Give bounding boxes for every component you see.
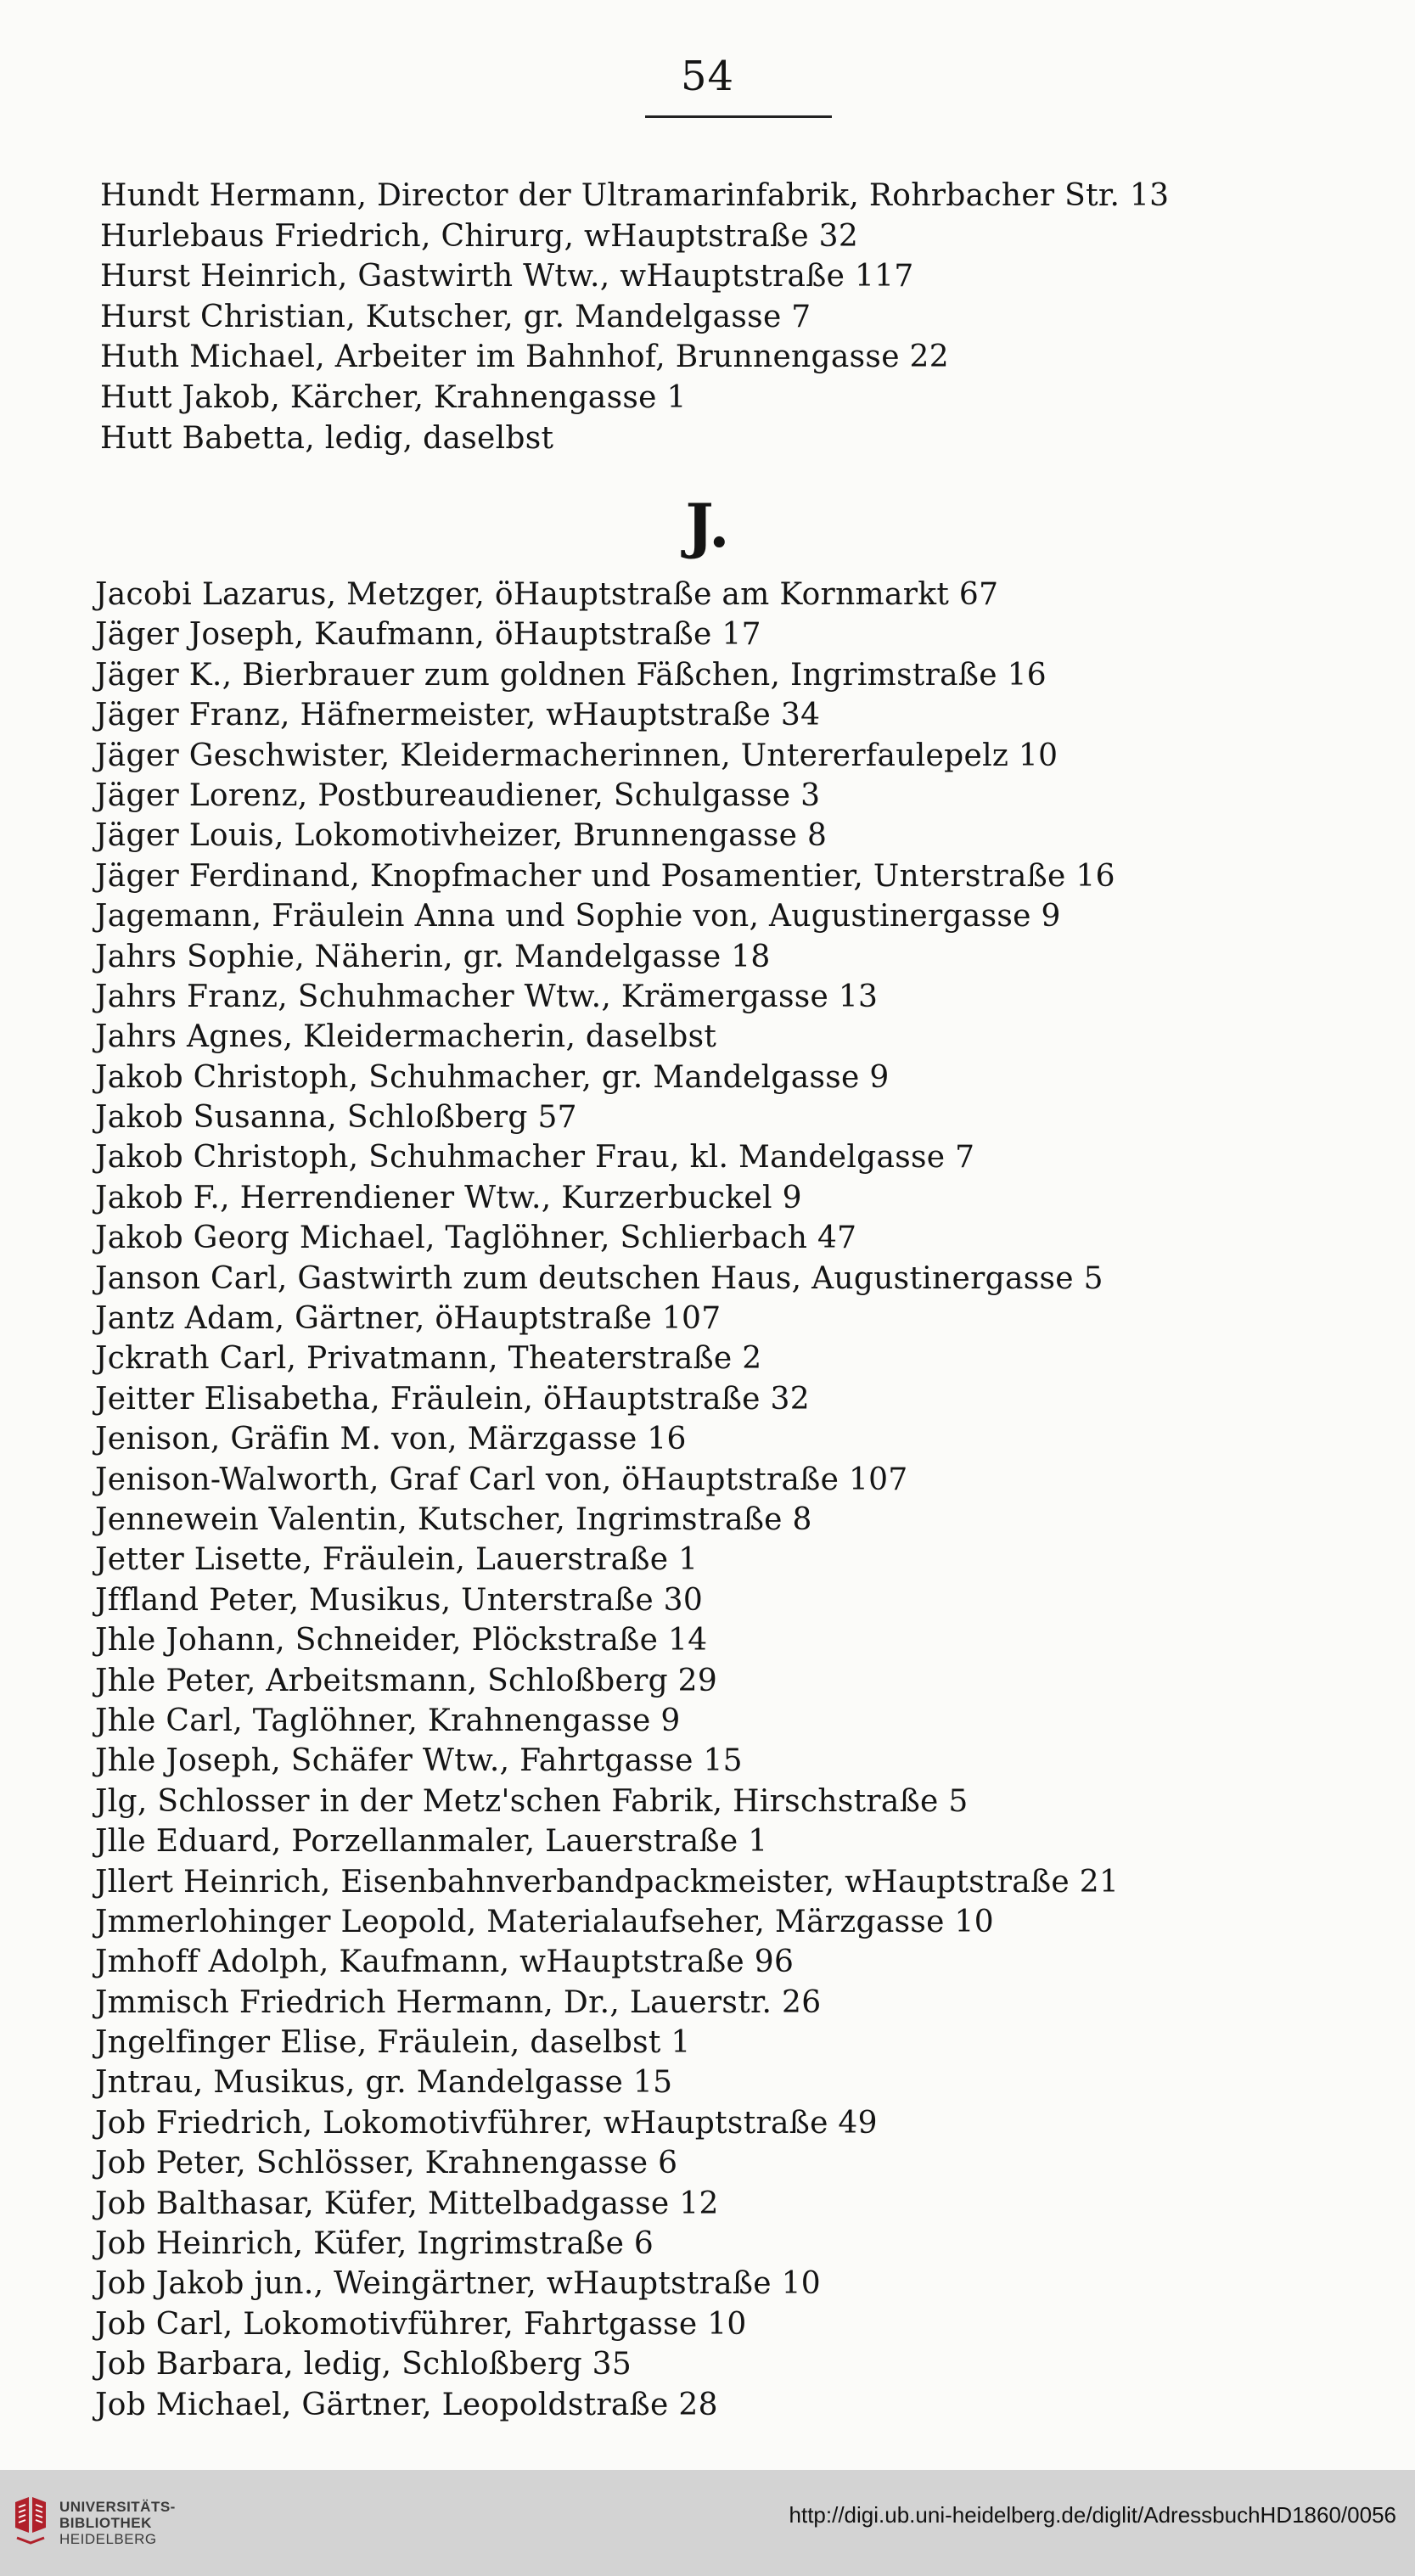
directory-entry: Jakob Christoph, Schuhmacher Frau, kl. Mandelgasse 7: [95, 1140, 975, 1176]
directory-entry: Jahrs Agnes, Kleidermacherin, daselbst: [95, 1019, 717, 1055]
directory-entry: Jllert Heinrich, Eisenbahnverbandpackmeister, wHauptstraße 21: [95, 1864, 1120, 1900]
directory-entry: Jffland Peter, Musikus, Unterstraße 30: [95, 1582, 704, 1618]
directory-entry: Jäger Geschwister, Kleidermacherinnen, Untererfaulepelz 10: [95, 738, 1058, 773]
directory-entry: Jakob Susanna, Schloßberg 57: [95, 1100, 577, 1136]
source-url-link[interactable]: http://digi.ub.uni-heidelberg.de/diglit/AdressbuchHD1860/0056: [789, 2502, 1396, 2528]
directory-entry: Jhle Joseph, Schäfer Wtw., Fahrtgasse 15: [95, 1743, 743, 1779]
directory-entry: Jäger Lorenz, Postbureaudiener, Schulgasse 3: [95, 777, 821, 813]
directory-entry: Jäger K., Bierbrauer zum goldnen Fäßchen, Ingrimstraße 16: [95, 657, 1047, 693]
directory-entry: Jhle Peter, Arbeitsmann, Schloßberg 29: [95, 1663, 718, 1698]
library-name-line2: BIBLIOTHEK: [59, 2515, 152, 2531]
directory-entry: Job Jakob jun., Weingärtner, wHauptstraße 10: [95, 2266, 821, 2302]
directory-entry: Jmmerlohinger Leopold, Materialaufseher, Märzgasse 10: [95, 1904, 994, 1939]
library-name: [59, 2499, 176, 2547]
directory-entry: Jäger Ferdinand, Knopfmacher und Posamentier, Unterstraße 16: [95, 858, 1115, 894]
directory-entry: Job Heinrich, Küfer, Ingrimstraße 6: [95, 2226, 654, 2262]
directory-entry: Jennewein Valentin, Kutscher, Ingrimstraße 8: [95, 1501, 812, 1537]
directory-entry: Hundt Hermann, Director der Ultramarinfabrik, Rohrbacher Str. 13: [100, 178, 1170, 213]
directory-entry: Job Michael, Gärtner, Leopoldstraße 28: [95, 2387, 718, 2422]
directory-entry: Jeitter Elisabetha, Fräulein, öHauptstraße 32: [95, 1381, 810, 1417]
directory-entry: Hurst Christian, Kutscher, gr. Mandelgasse 7: [100, 299, 811, 334]
university-seal-icon: [12, 2495, 49, 2551]
directory-entry: Jntrau, Musikus, gr. Mandelgasse 15: [95, 2065, 673, 2101]
directory-entry: Hutt Jakob, Kärcher, Krahnengasse 1: [100, 379, 687, 415]
directory-entry: Jahrs Sophie, Näherin, gr. Mandelgasse 18: [95, 939, 771, 974]
library-footer: [0, 2470, 1415, 2576]
directory-entry: Job Carl, Lokomotivführer, Fahrtgasse 10: [95, 2306, 747, 2342]
directory-entry: Jakob Christoph, Schuhmacher, gr. Mandelgasse 9: [95, 1059, 890, 1095]
directory-entry: Jhle Johann, Schneider, Plöckstraße 14: [95, 1623, 708, 1658]
directory-entry: Job Barbara, ledig, Schloßberg 35: [95, 2347, 632, 2382]
page-number: 54: [680, 53, 735, 100]
library-name-line1: UNIVERSITÄTS-: [59, 2499, 176, 2515]
page-number-rule: [645, 115, 832, 118]
entry-list-h: [100, 176, 1365, 458]
directory-entry: Jäger Louis, Lokomotivheizer, Brunnengasse 8: [95, 818, 828, 854]
directory-entry: Hurst Heinrich, Gastwirth Wtw., wHauptstraße 117: [100, 259, 914, 295]
directory-entry: Janson Carl, Gastwirth zum deutschen Haus, Augustinergasse 5: [95, 1260, 1103, 1296]
directory-entry: Jakob F., Herrendiener Wtw., Kurzerbuckel 9: [95, 1180, 802, 1215]
directory-entry: Jantz Adam, Gärtner, öHauptstraße 107: [95, 1301, 722, 1337]
directory-entry: Hutt Babetta, ledig, daselbst: [100, 420, 554, 456]
directory-entry: Jahrs Franz, Schuhmacher Wtw., Krämergasse 13: [95, 979, 879, 1014]
directory-entry: Jenison, Gräfin M. von, Märzgasse 16: [95, 1422, 687, 1457]
directory-entry: Jenison-Walworth, Graf Carl von, öHauptstraße 107: [95, 1462, 908, 1497]
directory-entry: Jäger Joseph, Kaufmann, öHauptstraße 17: [95, 617, 761, 653]
directory-entry: Jngelfinger Elise, Fräulein, daselbst 1: [95, 2025, 691, 2061]
directory-entry: Job Balthasar, Küfer, Mittelbadgasse 12: [95, 2186, 719, 2221]
directory-entry: Huth Michael, Arbeiter im Bahnhof, Brunnengasse 22: [100, 340, 949, 375]
directory-entry: Jlle Eduard, Porzellanmaler, Lauerstraße 1: [95, 1824, 768, 1860]
directory-entry: Jmhoff Adolph, Kaufmann, wHauptstraße 96: [95, 1945, 795, 1980]
directory-entry: Jetter Lisette, Fräulein, Lauerstraße 1: [95, 1542, 699, 1578]
directory-entry: Job Peter, Schlösser, Krahnengasse 6: [95, 2146, 678, 2181]
directory-entry: Jacobi Lazarus, Metzger, öHauptstraße am Kornmarkt 67: [95, 577, 999, 612]
section-heading-j: J.: [685, 491, 730, 561]
library-name-line3: HEIDELBERG: [59, 2531, 157, 2547]
directory-entry: Jakob Georg Michael, Taglöhner, Schlierbach 47: [95, 1221, 857, 1256]
entry-list-j: [95, 575, 1360, 2425]
directory-entry: Jäger Franz, Häfnermeister, wHauptstraße 34: [95, 698, 821, 733]
directory-entry: Jhle Carl, Taglöhner, Krahnengasse 9: [95, 1703, 681, 1738]
directory-entry: Job Friedrich, Lokomotivführer, wHauptstraße 49: [95, 2105, 878, 2141]
directory-entry: Jlg, Schlosser in der Metz'schen Fabrik, Hirschstraße 5: [95, 1783, 969, 1819]
directory-entry: Jagemann, Fräulein Anna und Sophie von, Augustinergasse 9: [95, 899, 1061, 934]
directory-entry: Jmmisch Friedrich Hermann, Dr., Lauerstr. 26: [95, 1984, 822, 2020]
directory-entry: Hurlebaus Friedrich, Chirurg, wHauptstraße 32: [100, 218, 859, 254]
directory-entry: Jckrath Carl, Privatmann, Theaterstraße 2: [95, 1341, 762, 1377]
